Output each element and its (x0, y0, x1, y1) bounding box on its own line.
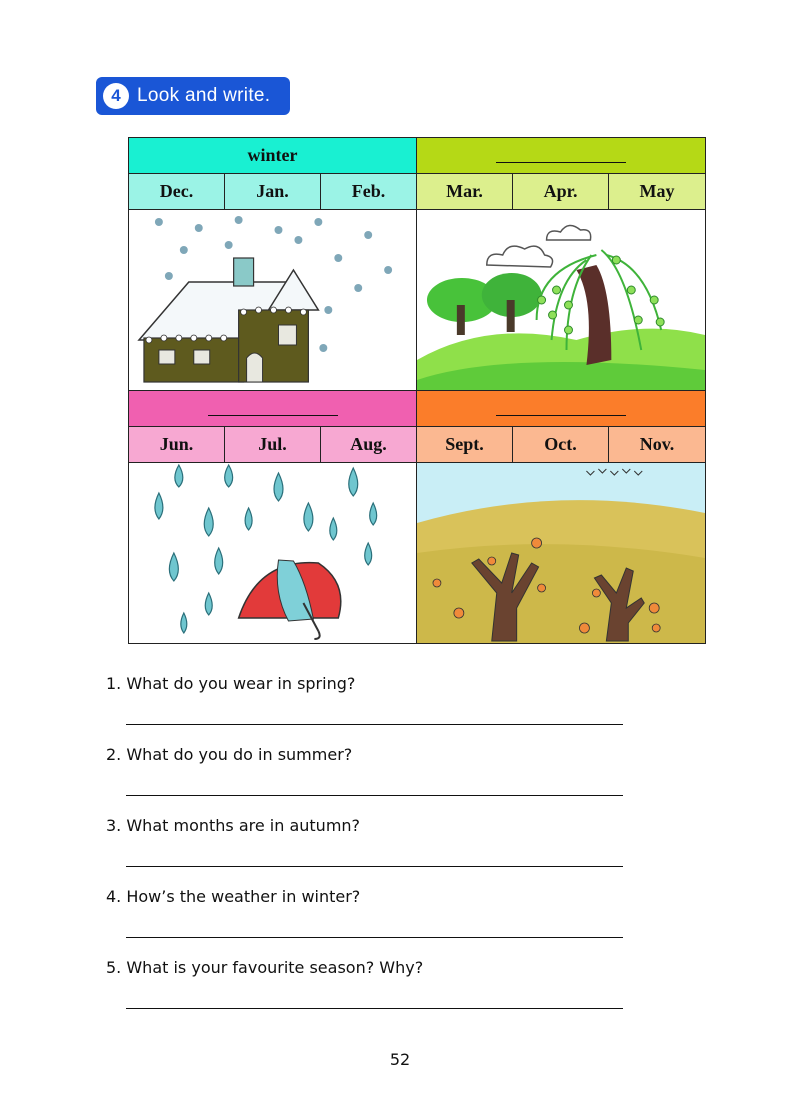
answer-line-1[interactable] (126, 724, 623, 725)
month-cell: Jul. (225, 427, 321, 463)
answer-line-3[interactable] (126, 866, 623, 867)
snow-house-icon (129, 210, 416, 390)
month-cell: Oct. (513, 427, 609, 463)
summer-picture-cell (129, 463, 417, 644)
question-2: 2. What do you do in summer? (106, 745, 353, 764)
blank-summer[interactable] (208, 397, 338, 416)
question-4: 4. How’s the weather in winter? (106, 887, 361, 906)
season-header-summer-blank[interactable] (129, 391, 417, 427)
month-cell: Jan. (225, 174, 321, 210)
rain-umbrella-icon (129, 463, 416, 643)
season-header-spring-blank[interactable] (417, 138, 706, 174)
autumn-trees-icon (417, 463, 705, 643)
season-header-autumn-blank[interactable] (417, 391, 706, 427)
blank-spring[interactable] (496, 144, 626, 163)
spring-picture-cell (417, 210, 706, 391)
month-cell: Sept. (417, 427, 513, 463)
answer-line-4[interactable] (126, 937, 623, 938)
month-cell: Dec. (129, 174, 225, 210)
season-header-winter (129, 138, 417, 174)
month-cell: Feb. (321, 174, 417, 210)
month-cell: Apr. (513, 174, 609, 210)
page-number: 52 (389, 1050, 411, 1069)
spring-trees-icon (417, 210, 705, 390)
exercise-instruction: Look and write. (137, 85, 271, 106)
question-5: 5. What is your favourite season? Why? (106, 958, 424, 977)
exercise-badge (96, 77, 290, 115)
blank-autumn[interactable] (496, 397, 626, 416)
month-cell: May (609, 174, 706, 210)
season-label-winter: winter (247, 145, 298, 165)
month-cell: Aug. (321, 427, 417, 463)
season-table (128, 137, 706, 644)
month-cell: Jun. (129, 427, 225, 463)
answer-line-5[interactable] (126, 1008, 623, 1009)
exercise-number: 4 (103, 83, 129, 109)
answer-line-2[interactable] (126, 795, 623, 796)
question-3: 3. What months are in autumn? (106, 816, 361, 835)
winter-picture-cell (129, 210, 417, 391)
autumn-picture-cell (417, 463, 706, 644)
month-cell: Nov. (609, 427, 706, 463)
month-cell: Mar. (417, 174, 513, 210)
question-1: 1. What do you wear in spring? (106, 674, 356, 693)
